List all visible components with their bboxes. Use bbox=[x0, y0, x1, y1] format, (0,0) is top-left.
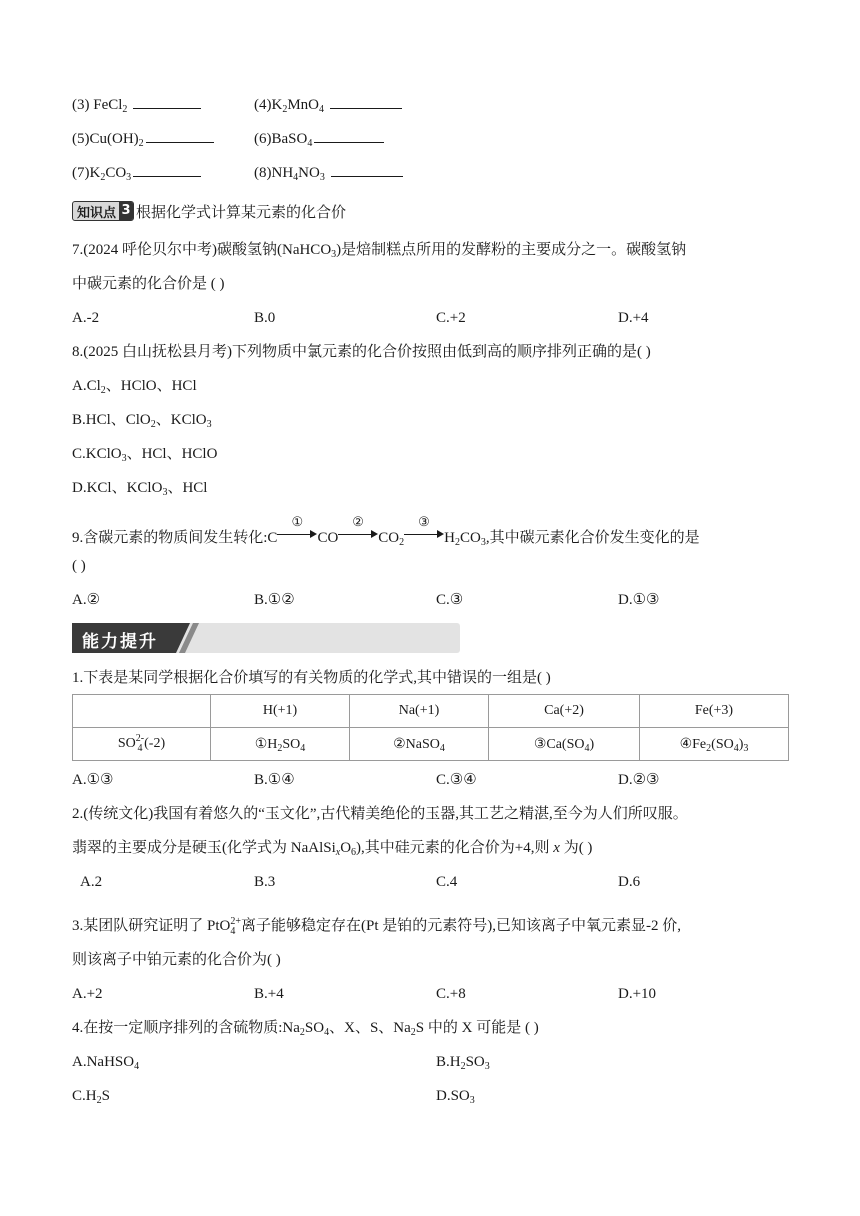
table-cell: $④Fe_2(SO_4)_3$ bbox=[640, 728, 789, 761]
q8-option-a[interactable]: $A.Cl_2$、HClO、HCl bbox=[72, 378, 197, 396]
table-header-cell: H(+1) bbox=[211, 695, 350, 728]
problem-4-stem: 4.在按一定顺序排列的含硫物质$:Na_2SO_4$、X、S、$Na_2S$ 中的 X 可能是 ( ) bbox=[72, 1020, 539, 1038]
table-row-label: SO 2- 4 (-2) bbox=[73, 728, 211, 761]
problem-2-stem: 2.(传统文化)我国有着悠久的“玉文化”,古代精美绝伦的玉器,其工艺之精湛,至今为人们所叹服。 bbox=[72, 806, 688, 822]
p3-option-a[interactable]: A.+2 bbox=[72, 986, 103, 1002]
q7-option-b[interactable]: B.0 bbox=[254, 310, 276, 326]
p4-option-d[interactable]: $D.SO_3$ bbox=[436, 1088, 475, 1106]
q9-option-d[interactable]: D.①③ bbox=[618, 592, 660, 608]
section-banner bbox=[72, 623, 460, 653]
question-9-stem-cont: ( ) bbox=[72, 558, 86, 574]
p3-option-b[interactable]: B.+4 bbox=[254, 986, 284, 1002]
answer-blank[interactable] bbox=[133, 94, 201, 109]
table-header-cell bbox=[73, 695, 211, 728]
q9-option-b[interactable]: B.①② bbox=[254, 592, 295, 608]
p3-option-d[interactable]: D.+10 bbox=[618, 986, 657, 1002]
p1-option-a[interactable]: A.①③ bbox=[72, 772, 114, 788]
fill-item-3: (3) FeCl$_2$ bbox=[72, 94, 201, 115]
table-cell: ②NaSO$_4$ bbox=[350, 728, 489, 761]
problem-3-stem: 3.某团队研究证明了 PtO 2+ 4 离子能够稳定存在(Pt 是铂的元素符号),已知该离子中氧元素显-2 价, bbox=[72, 915, 681, 937]
answer-blank[interactable] bbox=[146, 128, 214, 143]
table-row bbox=[73, 728, 789, 761]
knowledge-point-title: 根据化学式计算某元素的化合价 bbox=[136, 204, 347, 221]
answer-blank[interactable] bbox=[133, 162, 201, 177]
answer-blank[interactable] bbox=[331, 162, 403, 177]
p2-option-d[interactable]: D.6 bbox=[618, 874, 641, 890]
q8-option-b[interactable]: B.HCl、ClO$_2$、KClO$_3$ bbox=[72, 412, 212, 430]
q9-option-a[interactable]: A.② bbox=[72, 592, 101, 608]
problem-1-stem: 1.下表是某同学根据化合价填写的有关物质的化学式,其中错误的一组是( ) bbox=[72, 670, 551, 686]
fill-item-5: $(5)Cu(OH)_2$ bbox=[72, 128, 214, 149]
reaction-arrow-1: ① bbox=[277, 522, 317, 542]
question-7-stem: 7.(2024 呼伦贝尔中考)碳酸氢钠(NaHCO$_3$)是焙制糕点所用的发酵粉的主要成分之一。碳酸氢钠 bbox=[72, 242, 687, 260]
p1-option-b[interactable]: B.①④ bbox=[254, 772, 295, 788]
q7-option-a[interactable]: A.-2 bbox=[72, 310, 100, 326]
problem-2-stem-cont: 翡翠的主要成分是硬玉(化学式为 $NaAlSi_xO_6$),其中硅元素的化合价为+4,则 x 为( ) bbox=[72, 840, 593, 858]
answer-blank[interactable] bbox=[330, 94, 402, 109]
knowledge-point-badge: 知识点 3 bbox=[72, 201, 134, 221]
p3-option-c[interactable]: C.+8 bbox=[436, 986, 466, 1002]
q8-option-c[interactable]: C.KClO$_3$、HCl、HClO bbox=[72, 446, 218, 464]
question-8-stem: 8.(2025 白山抚松县月考)下列物质中氯元素的化合价按照由低到高的顺序排列正确的是( ) bbox=[72, 344, 651, 360]
valence-table bbox=[72, 694, 789, 761]
p1-option-c[interactable]: C.③④ bbox=[436, 772, 477, 788]
fill-item-8: $(8)NH_4NO_3$ bbox=[254, 162, 403, 183]
reaction-arrow-2: ② bbox=[338, 522, 378, 542]
table-header-cell: Fe(+3) bbox=[640, 695, 789, 728]
p4-option-b[interactable]: $B.H_2SO_3$ bbox=[436, 1054, 490, 1072]
fill-item-4: $(4)K_2MnO_4$ bbox=[254, 94, 402, 115]
table-header-cell: Ca(+2) bbox=[489, 695, 640, 728]
question-7-stem-cont: 中碳元素的化合价是 ( ) bbox=[72, 276, 225, 292]
problem-3-stem-cont: 则该离子中铂元素的化合价为( ) bbox=[72, 952, 281, 968]
section-title: 能力提升 bbox=[82, 632, 158, 652]
q7-option-c[interactable]: C.+2 bbox=[436, 310, 466, 326]
p1-option-d[interactable]: D.②③ bbox=[618, 772, 660, 788]
p4-option-a[interactable]: A.NaHSO$_4$ bbox=[72, 1054, 140, 1072]
q7-option-d[interactable]: D.+4 bbox=[618, 310, 649, 326]
table-cell: $③Ca(SO_4)$ bbox=[489, 728, 640, 761]
fill-item-7: $(7)K_2CO_3$ bbox=[72, 162, 201, 183]
p2-option-c[interactable]: C.4 bbox=[436, 874, 458, 890]
table-header-cell: Na(+1) bbox=[350, 695, 489, 728]
answer-blank[interactable] bbox=[314, 128, 384, 143]
q8-option-d[interactable]: D.KCl、KClO$_3$、HCl bbox=[72, 480, 208, 498]
question-9-stem: 9.含碳元素的物质间发生转化:C ① CO ② $CO_2$ ③ $H_2CO_3$,其中碳元素化合价发生变化的是 bbox=[72, 514, 700, 548]
p4-option-c[interactable]: $C.H_2S$ bbox=[72, 1088, 110, 1106]
q9-option-c[interactable]: C.③ bbox=[436, 592, 464, 608]
table-row bbox=[73, 695, 789, 728]
reaction-arrow-3: ③ bbox=[404, 522, 444, 542]
knowledge-point-heading bbox=[72, 200, 346, 222]
fill-item-6: (6)BaSO$_4$ bbox=[254, 128, 384, 149]
p2-option-a[interactable]: A.2 bbox=[80, 874, 103, 890]
p2-option-b[interactable]: B.3 bbox=[254, 874, 276, 890]
table-cell: $①H_2SO_4$ bbox=[211, 728, 350, 761]
